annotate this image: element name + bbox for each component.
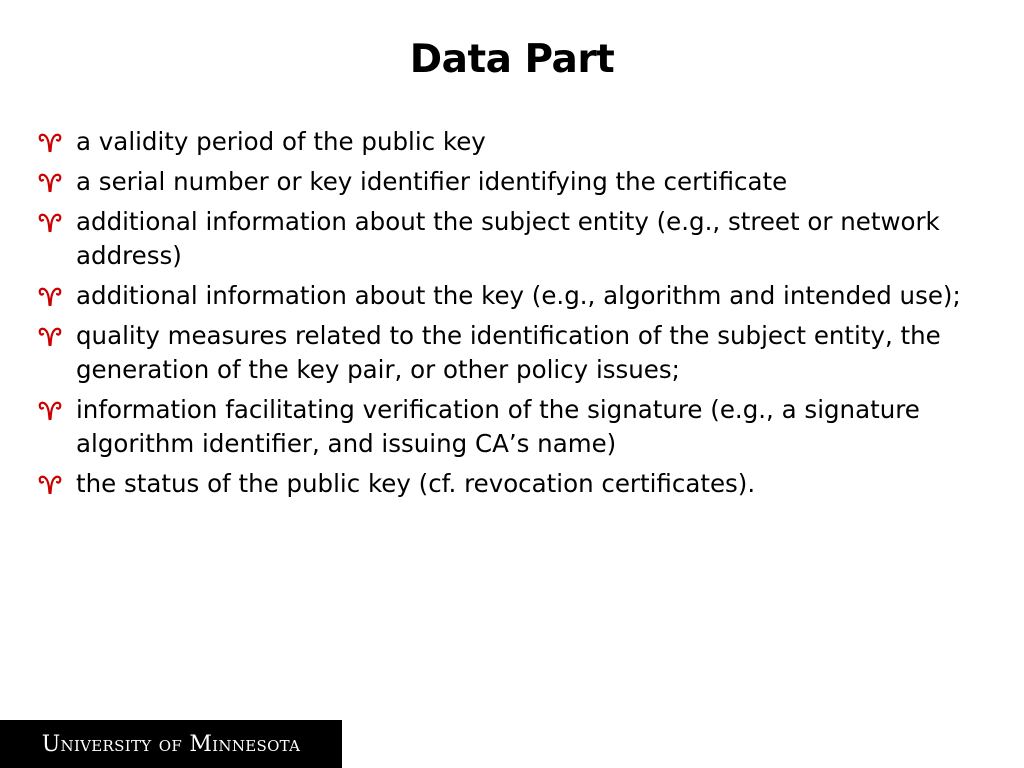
bullet-item xyxy=(38,279,988,313)
aries-icon xyxy=(38,165,66,199)
bullet-text: a serial number or key identifier identifying the certificate xyxy=(76,167,788,196)
bullet-text: a validity period of the public key xyxy=(76,127,486,156)
aries-icon xyxy=(38,205,66,239)
aries-icon xyxy=(38,319,66,353)
bullet-item xyxy=(38,205,988,273)
bullet-text: additional information about the key (e.g., algorithm and intended use); xyxy=(76,281,961,310)
aries-icon xyxy=(38,467,66,501)
aries-icon xyxy=(38,279,66,313)
bullet-item xyxy=(38,319,988,387)
bullet-text: the status of the public key (cf. revocation certificates). xyxy=(76,469,756,498)
bullet-item xyxy=(38,125,988,159)
slide-title: Data Part xyxy=(409,37,615,82)
bullet-item xyxy=(38,467,988,501)
university-wordmark: University of Minnesota xyxy=(41,731,301,757)
aries-icon xyxy=(38,393,66,427)
bullet-text: quality measures related to the identification of the subject entity, the generation of the key pair, or other policy issues; xyxy=(76,321,941,384)
bullet-text: information facilitating verification of the signature (e.g., a signature algorithm identifier, and issuing CA’s name) xyxy=(76,395,920,458)
bullet-item xyxy=(38,165,988,199)
bullet-text: additional information about the subject entity (e.g., street or network address) xyxy=(76,207,940,270)
aries-icon xyxy=(38,125,66,159)
bullet-list xyxy=(38,125,988,507)
bullet-item xyxy=(38,393,988,461)
footer-band xyxy=(0,720,342,768)
